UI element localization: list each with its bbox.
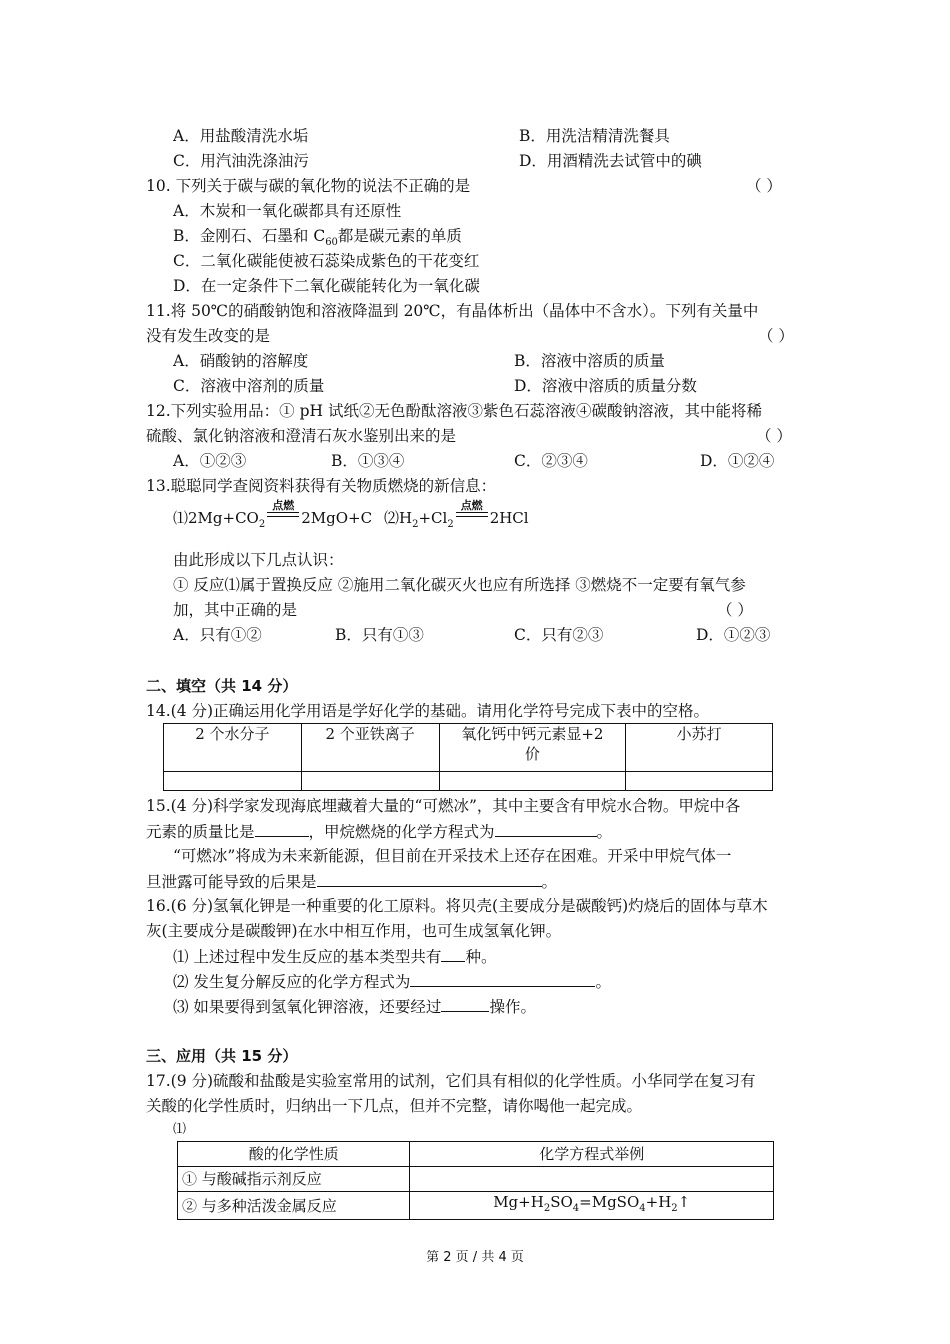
q15-line2: 元素的质量比是 ，甲烷燃烧的化学方程式为 。: [146, 823, 613, 841]
q16-blank-operation[interactable]: [441, 996, 489, 1012]
q17-header-example: 化学方程式举例: [410, 1142, 774, 1167]
q14-header-water: 2 个水分子: [164, 724, 302, 772]
q10-option-a: A．木炭和一氧化碳都具有还原性: [173, 202, 402, 220]
q9-option-c: C．用汽油洗涤油污: [173, 152, 309, 170]
q17-row-indicator: ① 与酸碱指示剂反应: [178, 1167, 410, 1192]
q13-answer-paren: （ ）: [717, 601, 753, 619]
q13-equation-2: $⑵H_2+Cl_2$ 点燃 2HCl: [384, 499, 529, 530]
q15-line3: “可燃冰”将成为未来新能源，但目前在开采技术上还存在困难。开采中甲烷气体一: [173, 847, 732, 865]
q16-sub2: ⑵ 发生复分解反应的化学方程式为 。: [173, 973, 611, 991]
q15-blank-mass-ratio[interactable]: [255, 821, 309, 837]
q12-option-a: A．①②③: [173, 452, 247, 470]
q14-table: [163, 723, 773, 791]
reaction-arrow: 点燃: [454, 508, 490, 528]
q11-option-b: B．溶液中溶质的质量: [514, 352, 665, 370]
q14-answer-cell[interactable]: [164, 772, 302, 791]
q16-sub1: ⑴ 上述过程中发生反应的基本类型共有 种。: [173, 948, 497, 966]
reaction-arrow: 点燃: [265, 508, 301, 528]
q9-option-a: A．用盐酸清洗水垢: [173, 127, 309, 145]
q13-option-d: D．①②③: [696, 626, 771, 644]
q17-row-metal: ② 与多种活泼金属反应: [178, 1192, 410, 1220]
q10-option-b: B．金刚石、石墨和 $C_{60}$都是碳元素的单质: [173, 227, 462, 249]
q11-option-c: C．溶液中溶剂的质量: [173, 377, 325, 395]
q12-option-d: D．①②④: [700, 452, 775, 470]
q17-part-label: ⑴: [173, 1122, 187, 1137]
q17-line2: 关酸的化学性质时，归纳出一下几点，但并不完整，请你喝他一起完成。: [146, 1097, 643, 1115]
q14-header-baking-soda: 小苏打: [626, 724, 773, 772]
q13-option-a: A．只有①②: [173, 626, 262, 644]
q15-line4: 旦泄露可能导致的后果是 。: [146, 873, 558, 891]
q10-answer-paren: （ ）: [746, 177, 782, 195]
q10-option-d: D．在一定条件下二氧化碳能转化为一氧化碳: [173, 277, 480, 295]
q13-option-c: C．只有②③: [514, 626, 604, 644]
q11-option-d: D．溶液中溶质的质量分数: [514, 377, 697, 395]
q12-stem-line1: 12.下列实验用品：① pH 试纸②无色酚酞溶液③紫色石蕊溶液④碳酸钠溶液，其中能将稀: [146, 402, 762, 420]
q12-answer-paren: （ ）: [756, 427, 792, 445]
q14-answer-cell[interactable]: [626, 772, 773, 791]
q12-stem-line2: 硫酸、氯化钠溶液和澄清石灰水鉴别出来的是: [146, 427, 457, 445]
q11-answer-paren: （ ）: [758, 327, 794, 345]
q17-line1: 17.(9 分)硫酸和盐酸是实验室常用的试剂，它们具有相似的化学性质。小华同学在复习有: [146, 1072, 756, 1090]
q13-points-line1: ① 反应⑴属于置换反应 ②施用二氧化碳灭火也应有所选择 ③燃烧不一定要有氧气参: [173, 576, 746, 594]
q11-stem-line2: 没有发生改变的是: [146, 327, 271, 345]
q14-stem: 14.(4 分)正确运用化学用语是学好化学的基础。请用化学符号完成下表中的空格。: [146, 702, 710, 720]
q13-points-line2: 加，其中正确的是: [173, 601, 298, 619]
q16-blank-equation[interactable]: [410, 971, 595, 987]
q16-sub3: ⑶ 如果要得到氢氧化钾溶液，还要经过 操作。: [173, 998, 536, 1016]
q17-header-property: 酸的化学性质: [178, 1142, 410, 1167]
q16-line1: 16.(6 分)氢氧化钾是一种重要的化工原料。将贝壳(主要成分是碳酸钙)灼烧后的固体与草木: [146, 897, 768, 915]
q15-blank-consequence[interactable]: [317, 871, 542, 887]
q9-option-d: D．用酒精洗去试管中的碘: [519, 152, 702, 170]
q13-equation-1: $⑴2Mg+CO_2$ 点燃 2MgO+C: [173, 499, 373, 530]
q15-line1: 15.(4 分)科学家发现海底埋藏着大量的“可燃冰”，其中主要含有甲烷水合物。甲烷中各: [146, 797, 741, 815]
q10-option-c: C．二氧化碳能使被石蕊染成紫色的干花变红: [173, 252, 480, 270]
q16-blank-reaction-types[interactable]: [441, 946, 465, 962]
q11-stem-line1: 11.将 50℃的硝酸钠饱和溶液降温到 20℃，有晶体析出（晶体中不含水）。下列有关量中: [146, 302, 759, 320]
q9-option-b: B．用洗洁精清洗餐具: [519, 127, 670, 145]
q11-option-a: A．硝酸钠的溶解度: [173, 352, 309, 370]
q13-stem: 13.聪聪同学查阅资料获得有关物质燃烧的新信息：: [146, 477, 497, 495]
q12-option-b: B．①③④: [331, 452, 405, 470]
q17-table: [177, 1141, 774, 1220]
q16-line2: 灰(主要成分是碳酸钾)在水中相互作用，也可生成氢氧化钾。: [146, 922, 562, 940]
q17-answer-cell[interactable]: [410, 1167, 774, 1192]
q14-answer-cell[interactable]: [439, 772, 626, 791]
q10-stem: 10. 下列关于碳与碳的氧化物的说法不正确的是: [146, 177, 471, 195]
q14-header-calcium: 氧化钙中钙元素显+2 价: [439, 724, 626, 772]
q15-blank-equation[interactable]: [495, 821, 597, 837]
section-3-title: 三、应用（共 15 分）: [146, 1047, 298, 1065]
section-2-title: 二、填空（共 14 分）: [146, 677, 298, 695]
q14-answer-cell[interactable]: [301, 772, 439, 791]
q17-row-metal-equation: $Mg+H_2SO_4=MgSO_4+H_2↑$: [410, 1192, 774, 1220]
q13-option-b: B．只有①③: [335, 626, 424, 644]
q13-intro: 由此形成以下几点认识：: [173, 551, 344, 569]
page-footer: 第 2 页 / 共 4 页: [426, 1250, 524, 1265]
q14-header-ferrous: 2 个亚铁离子: [301, 724, 439, 772]
q12-option-c: C．②③④: [514, 452, 588, 470]
